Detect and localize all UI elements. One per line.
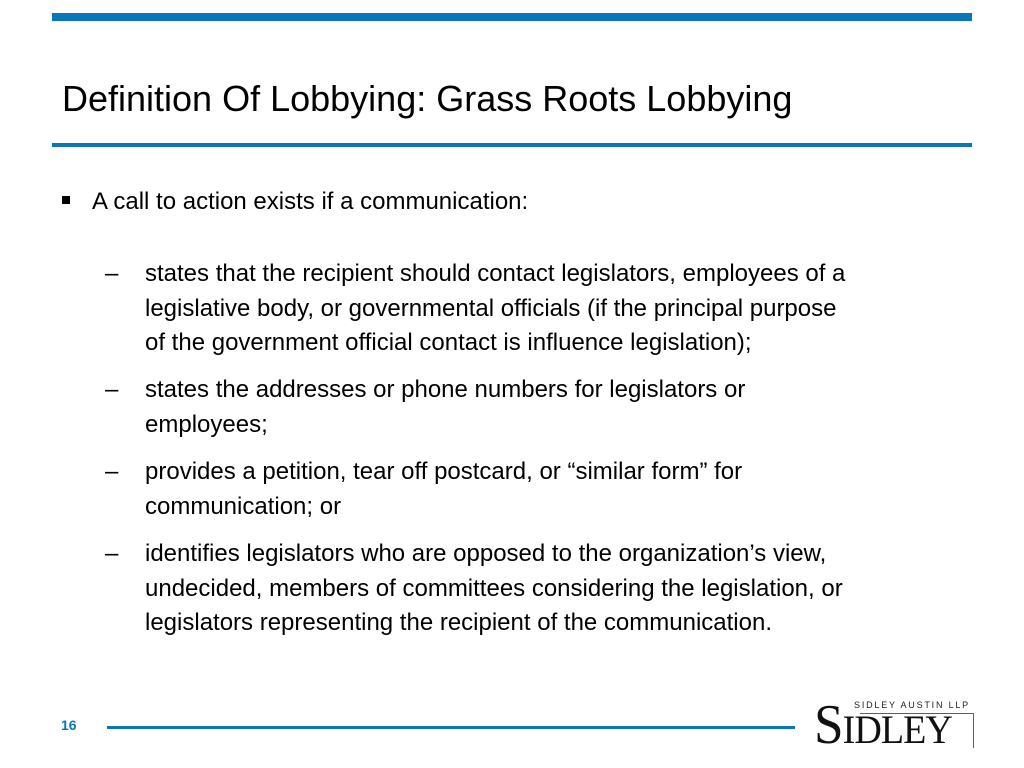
logo-wordmark: [814, 694, 952, 756]
dash-icon: –: [105, 458, 119, 485]
slide-title: Definition Of Lobbying: Grass Roots Lobbying: [62, 78, 793, 119]
sidley-logo: [812, 694, 974, 756]
top-accent-bar: [52, 13, 972, 21]
sub-bullet: [105, 537, 843, 641]
sub-bullet-line: legislators representing the recipient of the communication.: [145, 609, 772, 636]
footer-divider: [107, 726, 795, 729]
dash-icon: –: [105, 376, 119, 403]
sub-bullet-line: communication; or: [145, 492, 342, 520]
sub-bullet-line: provides a petition, tear off postcard, or “similar form” for: [145, 458, 743, 485]
square-bullet-icon: [62, 196, 70, 204]
logo-firm-name: SIDLEY AUSTIN LLP: [854, 700, 970, 710]
dash-icon: –: [105, 260, 119, 287]
sub-bullet-line: of the government official contact is influence legislation);: [145, 329, 752, 356]
sub-bullet-line: states the addresses or phone numbers for legislators or: [145, 376, 746, 403]
main-bullet: [62, 188, 528, 216]
logo-vertical-rule: [973, 713, 974, 748]
sub-bullet-line: employees;: [145, 410, 268, 438]
sub-bullet: [105, 257, 845, 361]
main-bullet-text: A call to action exists if a communication:: [92, 188, 529, 215]
logo-rest: IDLEY: [842, 707, 952, 752]
sub-bullet-line: identifies legislators who are opposed to the organization’s view,: [145, 540, 827, 567]
page-number: 16: [61, 717, 77, 733]
title-divider: [52, 143, 972, 147]
logo-initial: S: [814, 694, 843, 756]
sub-bullet-line: states that the recipient should contact legislators, employees of a: [145, 260, 846, 287]
dash-icon: –: [105, 540, 119, 567]
sub-bullet: [105, 455, 742, 524]
sub-bullet: [105, 373, 745, 442]
sub-bullet-line: undecided, members of committees considering the legislation, or: [145, 574, 843, 602]
sub-bullet-line: legislative body, or governmental officials (if the principal purpose: [145, 294, 837, 322]
